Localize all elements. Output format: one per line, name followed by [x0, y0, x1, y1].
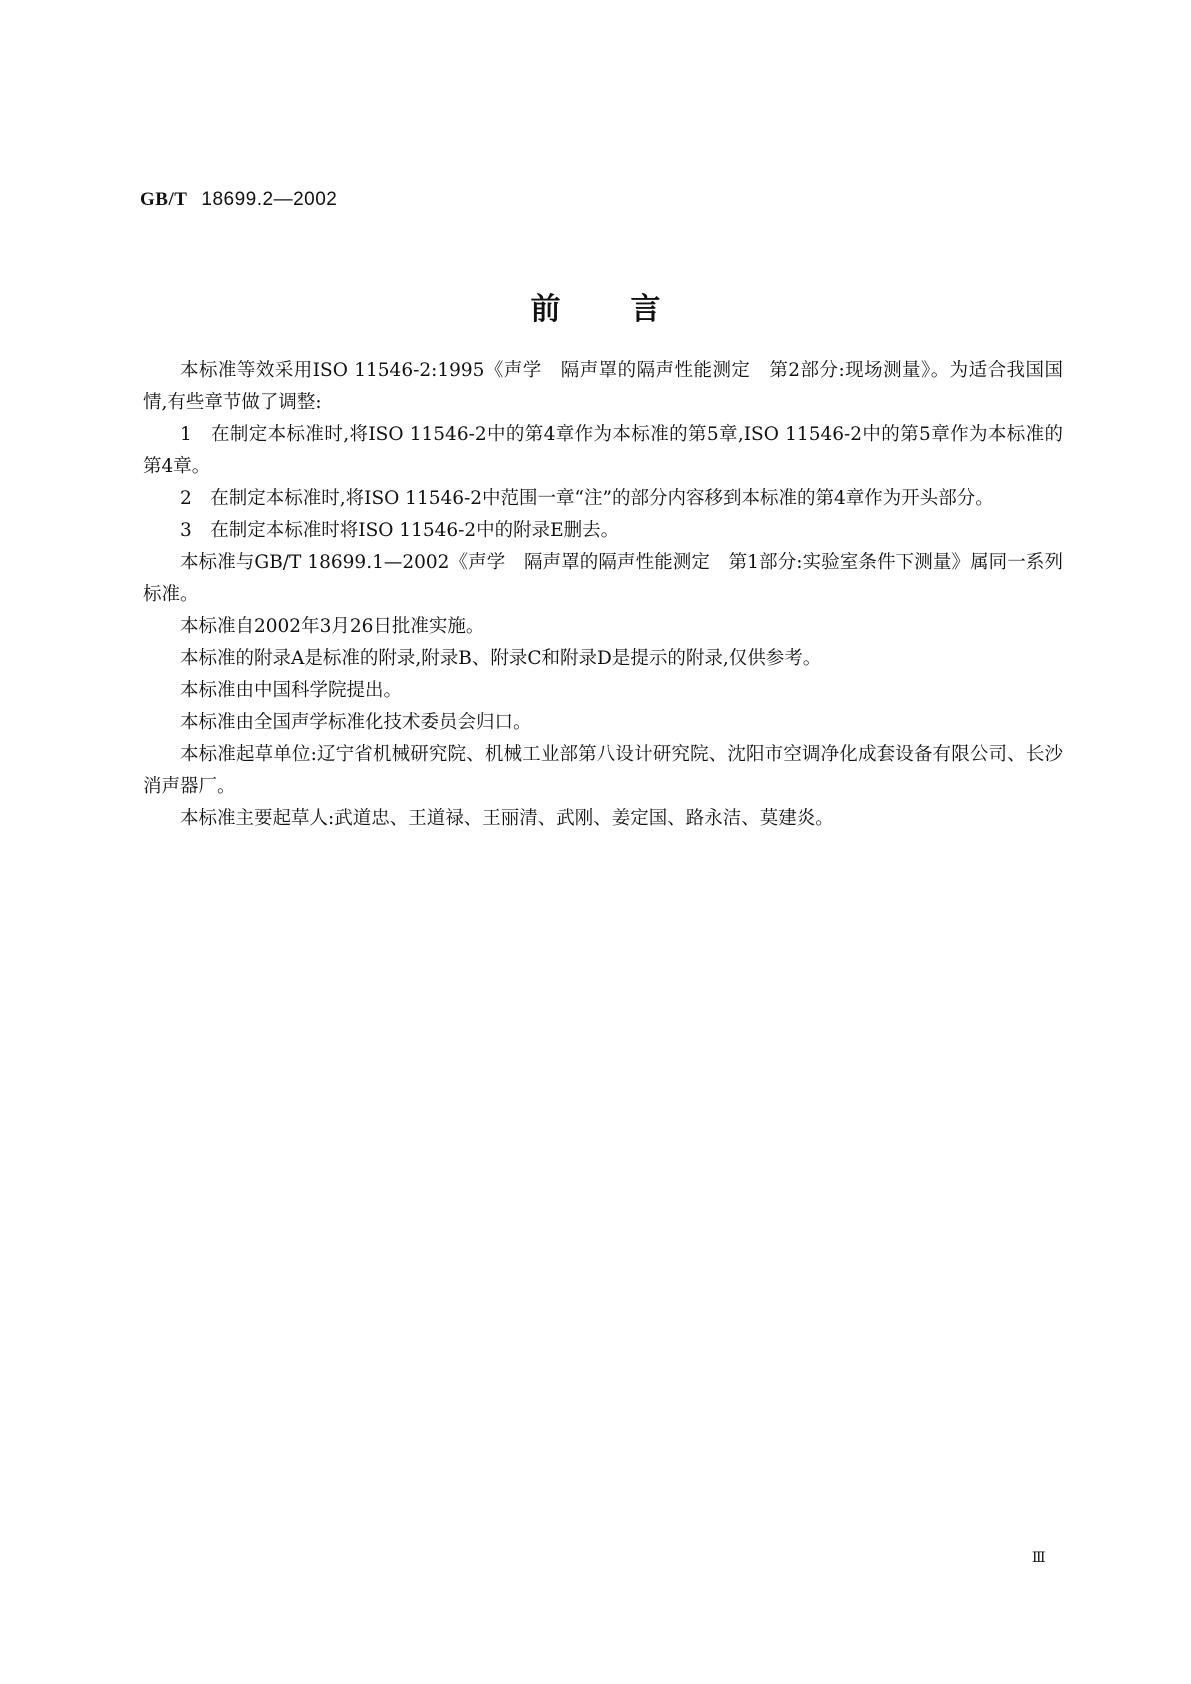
- paragraph-adoption: 本标准等效采用ISO 11546-2:1995《声学 隔声罩的隔声性能测定 第2部分:现场测量》。为适合我国国情,有些章节做了调整:: [143, 360, 1063, 413]
- paragraph-committee: 本标准由全国声学标准化技术委员会归口。: [180, 712, 532, 733]
- paragraph-proposer: 本标准由中国科学院提出。: [180, 680, 403, 701]
- foreword-body: [143, 355, 1063, 835]
- paragraph-change-1: 1 在制定本标准时,将ISO 11546-2中的第4章作为本标准的第5章,ISO 11546-2中的第5章作为本标准的第4章。: [143, 424, 1063, 477]
- page-title: 前言: [530, 292, 731, 327]
- paragraph-series: 本标准与GB/T 18699.1—2002《声学 隔声罩的隔声性能测定 第1部分:实验室条件下测量》属同一系列标准。: [143, 552, 1063, 605]
- document-code: [140, 188, 337, 211]
- paragraph-drafters: 本标准主要起草人:武道忠、王道禄、王丽清、武刚、姜定国、路永洁、莫建炎。: [180, 808, 834, 829]
- paragraph-change-3: 3 在制定本标准时将ISO 11546-2中的附录E删去。: [180, 520, 620, 541]
- standard-prefix: GB/T: [140, 189, 188, 210]
- paragraph-effective-date: 本标准自2002年3月26日批准实施。: [180, 616, 485, 637]
- page-number: Ⅲ: [1032, 1551, 1046, 1566]
- paragraph-drafting-units: 本标准起草单位:辽宁省机械研究院、机械工业部第八设计研究院、沈阳市空调净化成套设备有限公司、长沙消声器厂。: [143, 744, 1063, 797]
- standard-number: 18699.2—2002: [201, 189, 338, 210]
- paragraph-change-2: 2 在制定本标准时,将ISO 11546-2中范围一章“注”的部分内容移到本标准的第4章作为开头部分。: [180, 488, 994, 509]
- paragraph-annexes: 本标准的附录A是标准的附录,附录B、附录C和附录D是提示的附录,仅供参考。: [180, 648, 822, 669]
